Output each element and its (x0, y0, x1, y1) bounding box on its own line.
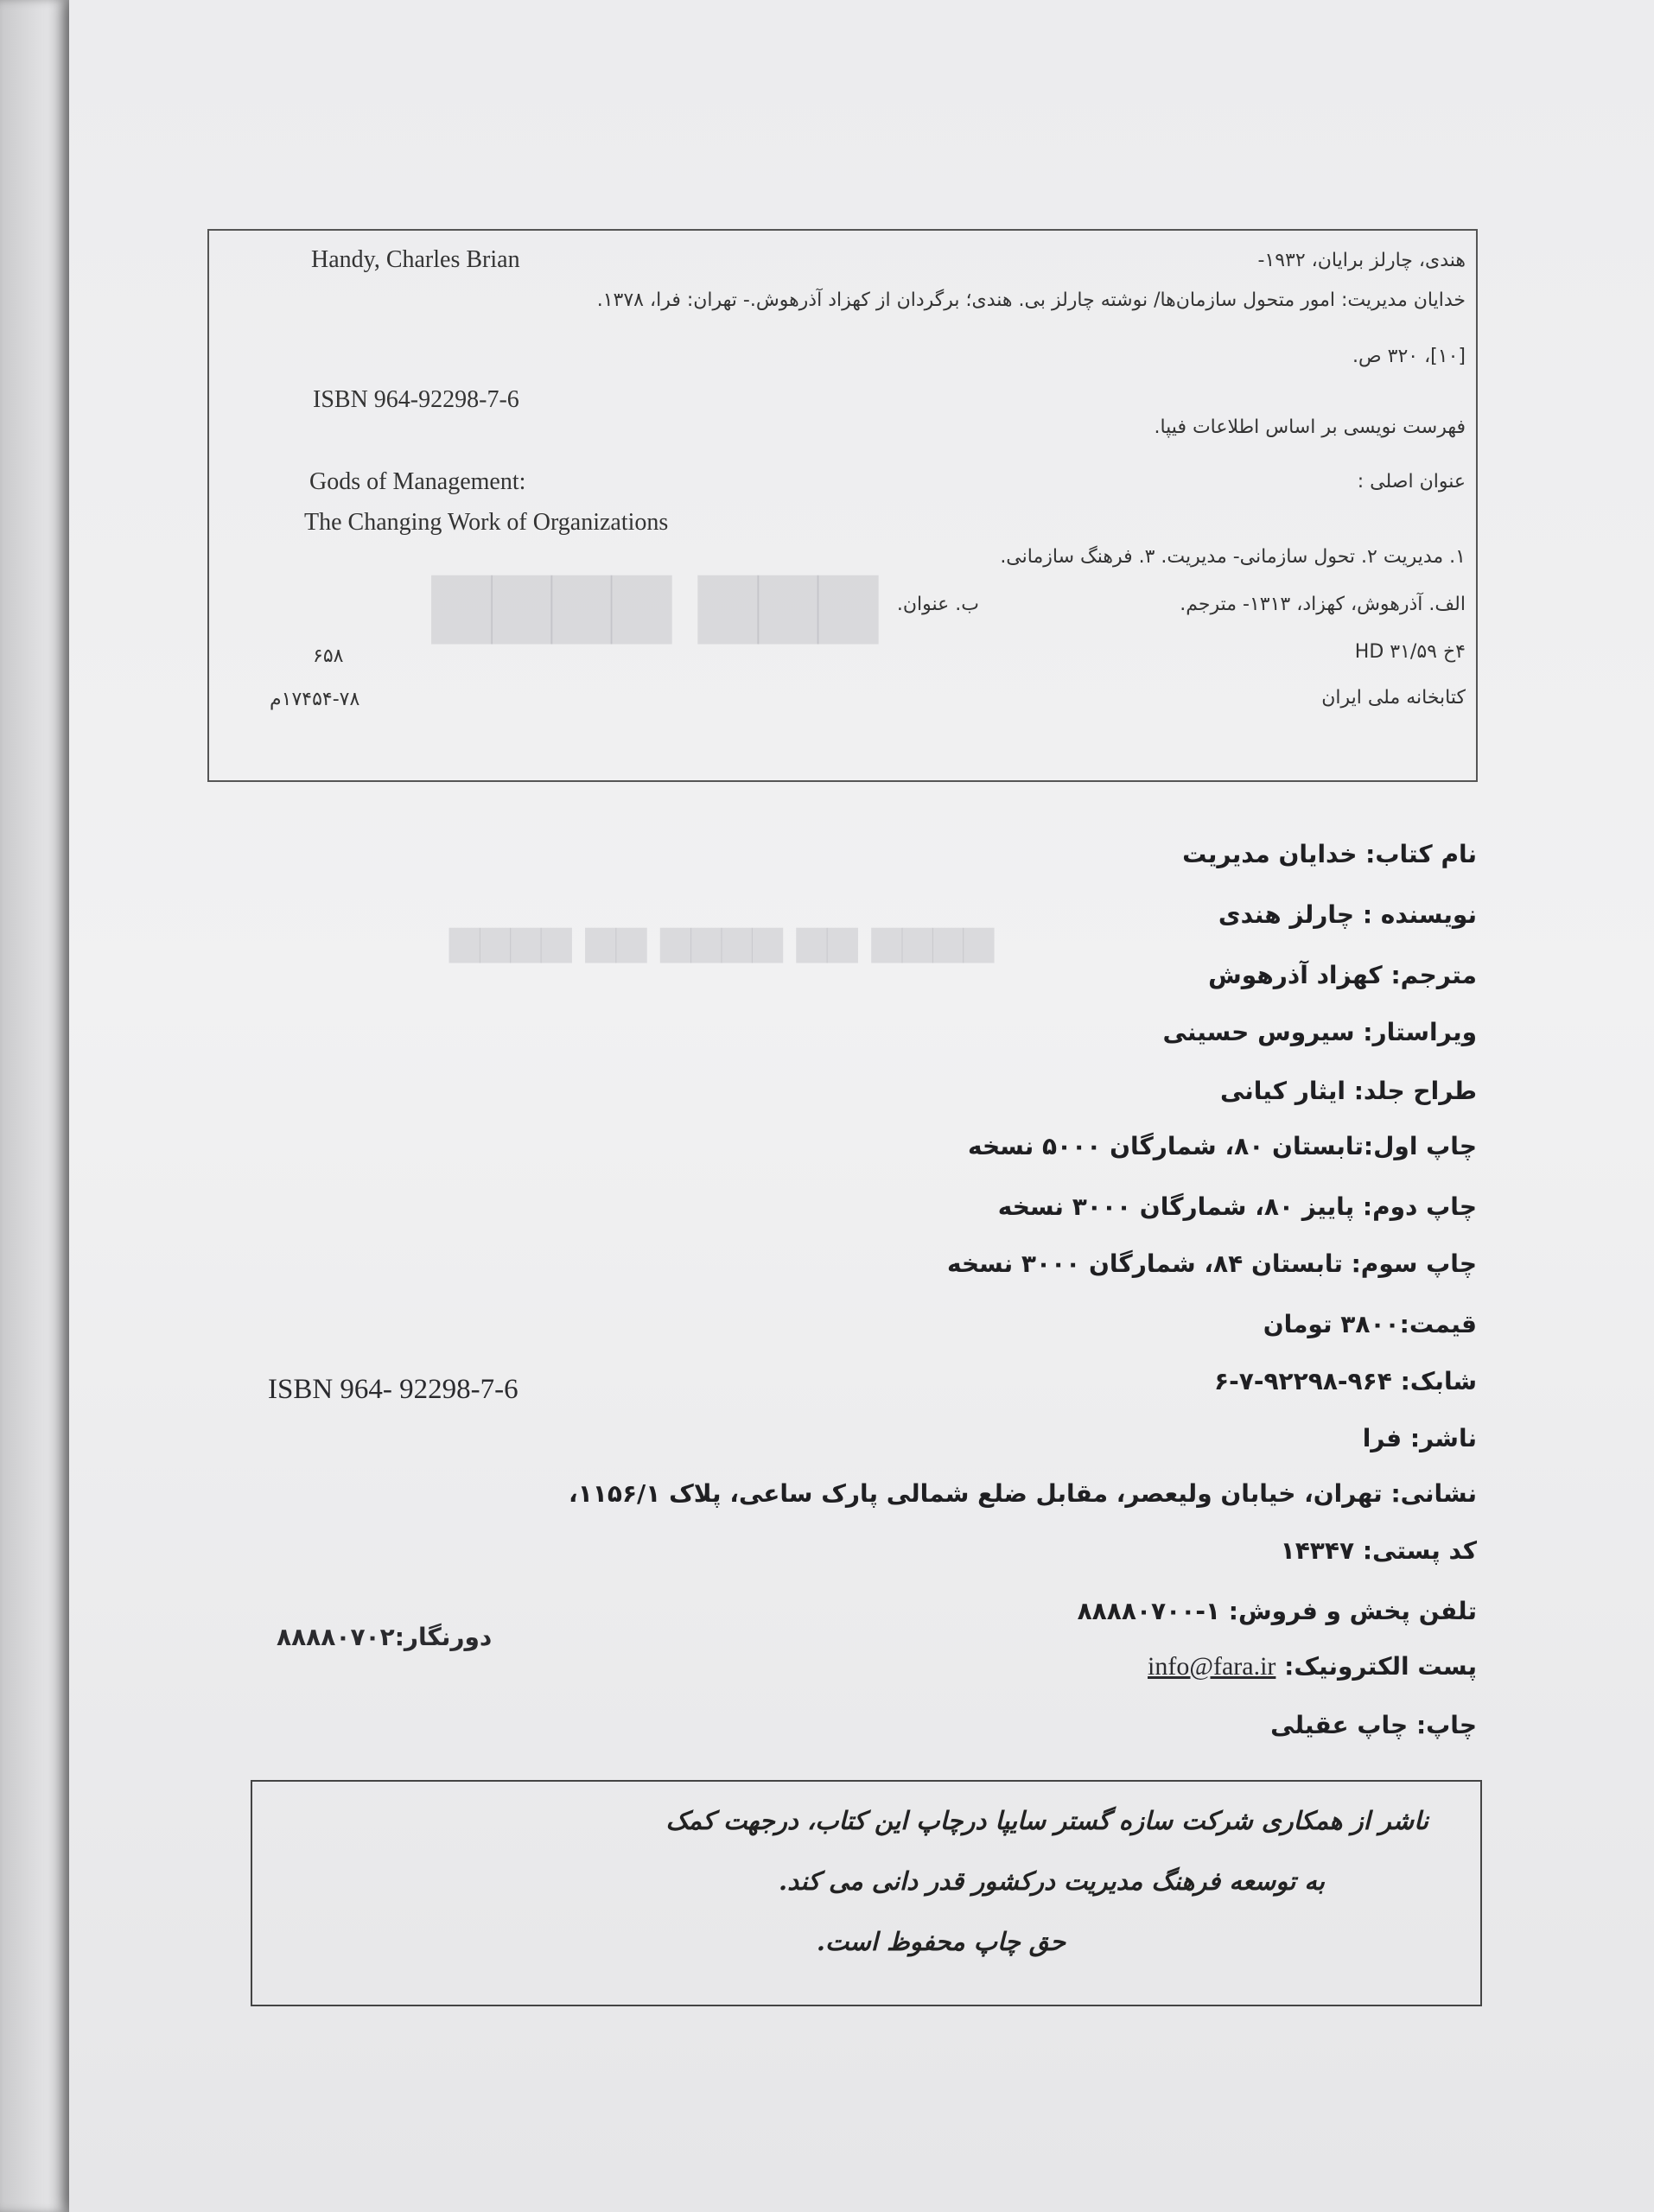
detail-translator: مترجم: کهزاد آذرهوش (1208, 961, 1477, 989)
detail-book-name: نام کتاب: خدایان مدیریت (1182, 840, 1477, 868)
catalog-original-title-2: The Changing Work of Organizations (304, 509, 669, 536)
catalog-library: کتابخانه ملی ایران (1321, 687, 1466, 709)
show-through-text: ▆▆▆▆ ▆▆▆ (432, 553, 878, 644)
catalog-subjects: ۱. مدیریت ۲. تحول سازمانی- مدیریت. ۳. فرهنگ سازمانی. (1000, 546, 1466, 568)
detail-second-print: چاپ دوم: پاییز ۸۰، شمارگان ۳۰۰۰ نسخه (997, 1192, 1477, 1221)
catalog-fipa-note: فهرست نویسی بر اساس اطلاعات فیپا. (1154, 416, 1466, 438)
detail-first-print: چاپ اول:تابستان ۸۰، شمارگان ۵۰۰۰ نسخه (968, 1132, 1477, 1160)
detail-cover-designer: طراح جلد: ایثار کیانی (1219, 1077, 1477, 1105)
detail-isbn-fa: شابک: ۹۶۴-۹۲۲۹۸-۷-۶ (1214, 1367, 1477, 1395)
detail-third-print: چاپ سوم: تابستان ۸۴، شمارگان ۳۰۰۰ نسخه (946, 1249, 1477, 1278)
catalog-title-line: خدایان مدیریت: امور متحول سازمان‌ها/ نوشته چارلز بی. هندی؛ برگردان از کهزاد آذرهوش.- تهران: فرا، ۱۳۷۸. (596, 289, 1466, 311)
acknowledgement-line-2: به توسعه فرهنگ مدیریت درکشور قدر دانی می کند. (779, 1866, 1325, 1896)
detail-author: نویسنده : چارلز هندی (1218, 900, 1477, 929)
catalog-title-entry: ب. عنوان. (896, 594, 979, 615)
detail-fax: دورنگار:۸۸۸۸۰۷۰۲ (277, 1623, 493, 1651)
detail-postal-code: کد پستی: ۱۴۳۴۷ (1280, 1536, 1477, 1565)
detail-price: قیمت:۳۸۰۰ تومان (1263, 1310, 1477, 1338)
catalog-author-fa: هندی، چارلز برایان، ۱۹۳۲- (1257, 250, 1466, 271)
detail-sales-phone: تلفن پخش و فروش: ۱-۸۸۸۸۰۷۰۰ (1077, 1597, 1477, 1625)
catalog-dewey: ۶۵۸ (313, 645, 344, 667)
detail-email: پست الکترونیک: info@fara.ir (1148, 1652, 1477, 1681)
detail-address: نشانی: تهران، خیابان ولیعصر، مقابل ضلع شمالی پارک ساعی، پلاک ۱۱۵۶/۱، (569, 1479, 1477, 1508)
acknowledgement-line-1: ناشر از همکاری شرکت سازه گستر سایپا درچاپ این کتاب، درجهت کمک (665, 1806, 1428, 1835)
isbn-english: ISBN 964- 92298-7-6 (268, 1374, 518, 1405)
catalog-pages: [۱۰]، ۳۲۰ ص. (1352, 346, 1466, 367)
catalog-original-title-1: Gods of Management: (309, 468, 526, 495)
catalog-record-box (207, 229, 1478, 782)
copyright-notice: حق چاپ محفوظ است. (816, 1927, 1066, 1956)
catalog-author-en: Handy, Charles Brian (311, 246, 520, 273)
email-link[interactable]: info@fara.ir (1148, 1652, 1276, 1681)
show-through-text: ▆▆▆▆ ▆▆ ▆▆▆▆ ▆▆ ▆▆▆▆ (449, 916, 995, 963)
catalog-record-number: ۱۷۴۵۴-۷۸م (270, 689, 360, 710)
catalog-classification: ۴خ ۳۱/۵۹ HD (1354, 641, 1466, 663)
facing-page-edge (0, 0, 69, 2212)
detail-publisher: ناشر: فرا (1362, 1424, 1477, 1452)
book-page (69, 0, 1654, 2212)
catalog-isbn: ISBN 964-92298-7-6 (313, 386, 519, 413)
detail-printer: چاپ: چاپ عقیلی (1270, 1711, 1477, 1739)
catalog-original-title-label: عنوان اصلی : (1357, 471, 1466, 493)
acknowledgement-box (251, 1780, 1482, 2006)
catalog-translator-entry: الف. آذرهوش، کهزاد، ۱۳۱۳- مترجم. (1180, 594, 1466, 615)
detail-editor: ویراستار: سیروس حسینی (1162, 1018, 1477, 1046)
